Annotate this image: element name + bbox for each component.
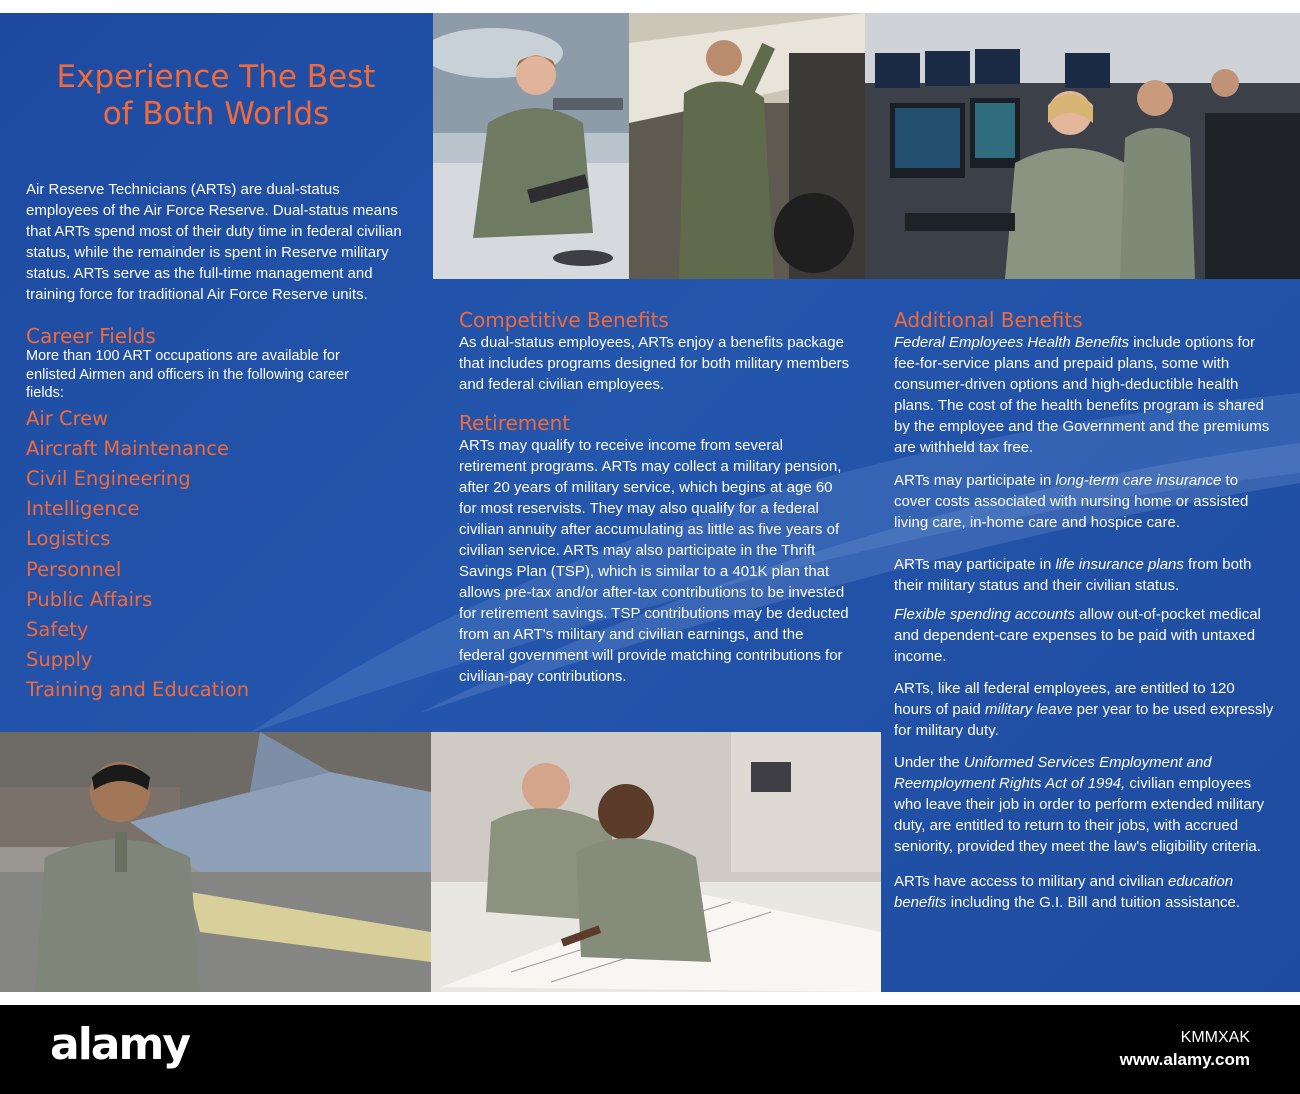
photo-airmen-reviewing-plans <box>431 732 881 992</box>
career-field-item: Supply <box>26 648 93 672</box>
military-leave-lead: ARTs, like all federal employees, are entitled to 120 hours of paid <box>894 680 1235 718</box>
watermark-footer <box>0 1005 1300 1094</box>
headline-line-1: Experience The Best <box>56 59 376 95</box>
userra-paragraph <box>894 752 1274 857</box>
education-lead: ARTs have access to military and civilian <box>894 873 1168 890</box>
career-fields-heading: Career Fields <box>26 324 156 348</box>
long-term-care-paragraph <box>894 470 1274 533</box>
life-insurance-lead: ARTs may participate in <box>894 556 1056 573</box>
career-field-item: Personnel <box>26 557 122 581</box>
career-field-item: Public Affairs <box>26 587 153 611</box>
flexible-spending-term: Flexible spending accounts <box>894 606 1075 623</box>
middle-column <box>459 309 851 687</box>
footer-url: www.alamy.com <box>1119 1050 1250 1069</box>
career-field-item: Intelligence <box>26 497 140 521</box>
photo-mechanic-at-aircraft <box>629 13 865 279</box>
career-fields-list <box>26 404 406 706</box>
competitive-benefits-text: As dual-status employees, ARTs enjoy a benefits package that includes programs designed for both military members and federal civilian employees. <box>459 334 850 393</box>
page-headline <box>26 59 406 133</box>
career-field-item: Training and Education <box>26 678 250 702</box>
career-field-item: Civil Engineering <box>26 466 191 490</box>
photo-command-center-operators <box>865 13 1300 279</box>
headline-line-2: of Both Worlds <box>102 96 330 132</box>
education-text: including the G.I. Bill and tuition assistance. <box>946 894 1241 911</box>
brochure-page <box>0 13 1300 992</box>
career-field-item: Safety <box>26 617 89 641</box>
flexible-spending-text: allow out-of-pocket medical and dependent-care expenses to be paid with untaxed income. <box>894 606 1261 665</box>
userra-lead: Under the <box>894 754 965 771</box>
long-term-care-text: to cover costs associated with nursing home or assisted living care, in-home care and hospice care. <box>894 472 1249 531</box>
career-field-item: Aircraft Maintenance <box>26 436 229 460</box>
health-benefits-term: Federal Employees Health Benefits <box>894 334 1130 351</box>
intro-paragraph: Air Reserve Technicians (ARTs) are dual-status employees of the Air Force Reserve. Dual-status means that ARTs spend most of their duty time in federal civilian status, while the remainder is spent in Reserve military status. ARTs serve as the full-time management and training force for traditional Air Force Reserve units. <box>26 181 402 303</box>
long-term-care-term: long-term care insurance <box>1055 472 1222 489</box>
military-leave-text: per year to be used expressly for military duty. <box>894 701 1274 739</box>
retirement-text: ARTs may qualify to receive income from several retirement programs. ARTs may collect a military pension, after 20 years of military service, which begins at age 60 for most reservists. They may also qualify for a federal civilian annuity after accumulating as little as five years of civilian service. ARTs may also participate in the Thrift Savings Plan (TSP), which is similar to a 401K plan that allows pre-tax and/or after-tax contributions to be invested for retirement savings. TSP contributions may be deducted from an ART's military and civilian earnings, and the federal government will provide matching contributions for civilian-pay contributions. <box>459 437 849 685</box>
career-fields-intro: More than 100 ART occupations are available for enlisted Airmen and officers in the following career fields: <box>26 348 349 401</box>
long-term-care-lead: ARTs may participate in <box>894 472 1056 489</box>
photo-airman-with-tablet <box>433 13 629 279</box>
footer-image-code: KMMXAK <box>1180 1029 1250 1046</box>
career-field-item: Air Crew <box>26 406 109 430</box>
career-field-item: Logistics <box>26 527 111 551</box>
military-leave-term: military leave <box>984 701 1073 718</box>
military-leave-paragraph <box>894 678 1274 741</box>
education-paragraph <box>894 871 1274 913</box>
flexible-spending-paragraph <box>894 604 1274 667</box>
health-benefits-paragraph <box>894 332 1274 458</box>
competitive-benefits-heading: Competitive Benefits <box>459 308 669 332</box>
footer-brand-logo: alamy <box>50 1019 189 1070</box>
retirement-heading: Retirement <box>459 411 571 435</box>
right-column <box>894 309 1274 913</box>
userra-term: Uniformed Services Employment and Reemployment Rights Act of 1994, <box>894 754 1212 792</box>
education-term: education benefits <box>894 873 1234 911</box>
left-column <box>26 59 406 706</box>
photo-airman-with-jet <box>0 732 431 992</box>
additional-benefits-heading: Additional Benefits <box>894 308 1083 332</box>
userra-text: civilian employees who leave their job in order to perform extended military duty, are entitled to return to their jobs, with accrued seniority, provided they meet the law's eligibility criteria. <box>894 775 1265 855</box>
life-insurance-text: from both their military status and their civilian status. <box>894 556 1252 594</box>
life-insurance-paragraph <box>894 554 1274 596</box>
life-insurance-term: life insurance plans <box>1055 556 1184 573</box>
health-benefits-text: include options for fee-for-service plans and prepaid plans, some with consumer-driven options and high-deductible health plans. The cost of the health benefits program is shared by the employee and the Government and the premiums are withheld tax free. <box>894 334 1270 456</box>
